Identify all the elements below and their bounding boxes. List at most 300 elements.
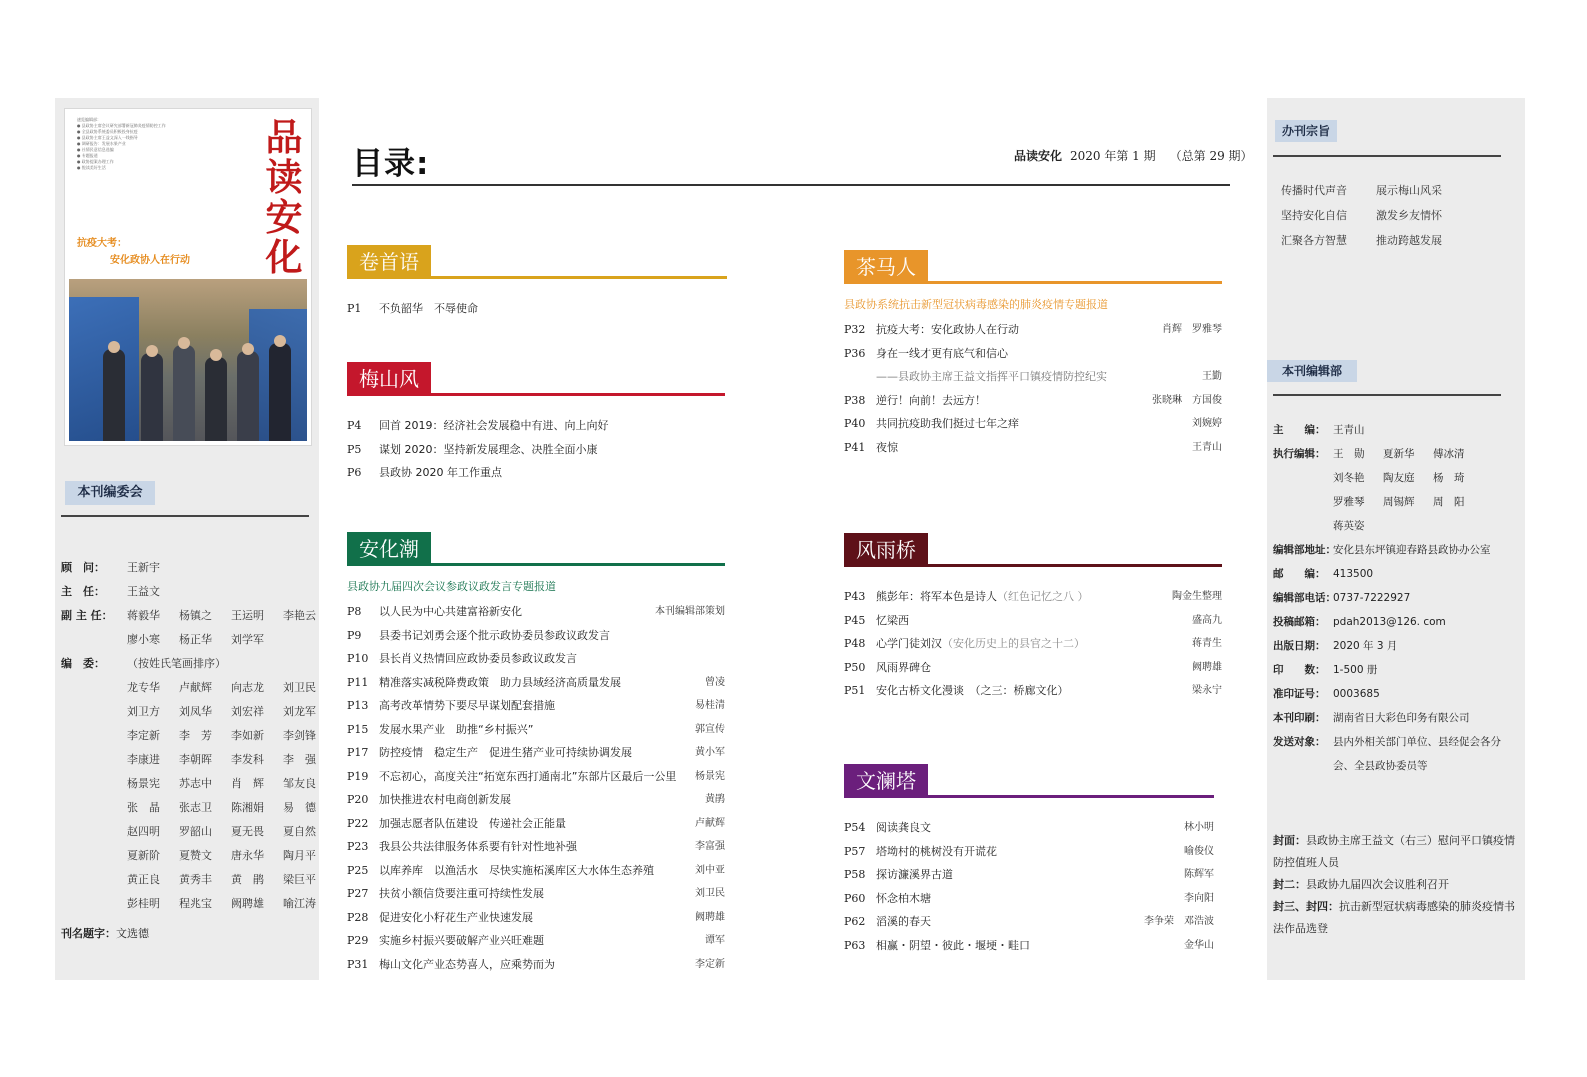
toc-entry-author: 肖辉 罗雅琴	[1162, 324, 1222, 335]
toc-entry-title-text: 梅山文化产业态势喜人，应乘势而为	[379, 957, 555, 971]
editorial-row	[61, 652, 313, 676]
toc-entry-title	[876, 342, 1008, 366]
toc-entry	[347, 835, 725, 859]
toc-page-number: P57	[844, 844, 866, 858]
cover-caption-text: 抗击新型冠状病毒感染的肺炎疫情书法作品选登	[1273, 900, 1515, 935]
person-figure	[237, 351, 259, 441]
staff-value-item: 0737-7222927	[1333, 592, 1411, 604]
cover-title-char: 读	[265, 155, 303, 199]
toc-entry	[347, 694, 725, 718]
toc-entry	[844, 632, 1222, 656]
editorial-name: 张 晶	[127, 801, 160, 814]
toc-entry-title	[876, 656, 931, 680]
cover-caption-label: 封面：	[1273, 834, 1306, 847]
editorial-name: 李艳云	[283, 609, 316, 622]
section-juanshou	[347, 245, 727, 321]
staff-value-item: 陶友庭	[1383, 472, 1415, 484]
editorial-names	[127, 796, 335, 820]
cover-list-item: ● 社情民意信息选编	[77, 147, 114, 152]
mission-statement	[1281, 178, 1471, 253]
toc-entry-title-text: 相赢・阴望・彼此・堰埂・畦口	[876, 938, 1030, 952]
toc-page-number: P29	[347, 934, 369, 947]
toc-entry-title-text: 县政协 2020 年工作重点	[379, 466, 502, 479]
editorial-row	[61, 580, 313, 604]
staff-value	[1333, 634, 1523, 658]
staff-value	[1333, 658, 1523, 682]
toc-entry-author: 王青山	[1192, 441, 1222, 453]
toc-entry-author: 李富强	[695, 841, 725, 852]
section-header	[347, 245, 727, 279]
toc-entry	[347, 438, 727, 462]
section-meishan	[347, 362, 727, 485]
toc-entry-author: 黄鹃	[705, 794, 725, 805]
staff-value	[1333, 418, 1523, 442]
toc-entry-title-text: 怀念柏木塘	[876, 891, 931, 905]
toc-page-number: P15	[347, 722, 369, 736]
toc-page-number: P9	[347, 628, 362, 642]
cover-list-item: ● 全县政协系统委员积极投身抗疫	[77, 129, 138, 134]
toc-entry-title-text: 以库养库 以渔活水 尽快实施柘溪库区大水体生态养殖	[379, 863, 654, 877]
editorial-name: 黄秀丰	[179, 873, 212, 886]
editorial-name: （按姓氏笔画排序）	[127, 657, 226, 670]
toc-entry-title-text: 高考改革情势下要尽早谋划配套措施	[379, 699, 555, 712]
toc-entry-title-text: 抗疫大考：安化政协人在行动	[876, 323, 1019, 336]
toc-entry-title-text: 忆梁西	[876, 613, 909, 627]
editorial-dept-list	[1273, 418, 1523, 778]
editorial-row	[61, 748, 316, 772]
editorial-name: 卢献辉	[179, 681, 212, 694]
editorial-role: 顾 问：	[61, 561, 105, 574]
editorial-name: 罗韶山	[179, 825, 212, 838]
divider	[61, 515, 309, 517]
masthead	[1014, 147, 1253, 164]
staff-row	[1273, 610, 1523, 634]
toc-entry-author: 梁永宁	[1192, 685, 1222, 696]
person-figure	[269, 343, 291, 441]
toc-entry-author: 王勤	[1202, 371, 1222, 382]
toc-entry-series: （红色记忆之八 ）	[997, 590, 1089, 603]
editorial-names	[127, 676, 335, 700]
toc-entry	[347, 882, 725, 906]
toc-entry-title	[876, 910, 931, 934]
toc-entry-title	[379, 600, 522, 624]
staff-row	[1273, 706, 1523, 730]
mission-phrase: 推动跨越发展	[1376, 234, 1442, 247]
toc-entry-title-text: 逆行！向前！去远方！	[876, 393, 986, 407]
editorial-name: 刘卫民	[283, 681, 316, 694]
toc-page-number: P22	[347, 816, 369, 830]
editorial-name: 苏志中	[179, 777, 212, 790]
toc-page-number: P11	[347, 675, 369, 689]
editorial-role: 编 委：	[61, 657, 105, 670]
editorial-name: 刘宏祥	[231, 705, 264, 718]
toc-entry	[844, 863, 1214, 887]
toc-list	[347, 600, 725, 976]
toc-page-number: P27	[347, 887, 369, 900]
divider	[1273, 394, 1501, 396]
editorial-names	[127, 724, 335, 748]
section-label: 茶马人	[844, 250, 928, 284]
editorial-name: 杨景宪	[127, 777, 160, 790]
mission-phrase: 坚持安化自信	[1281, 209, 1347, 222]
toc-entry-title-text: 实施乡村振兴要破解产业兴旺难题	[379, 934, 544, 947]
mission-row	[1281, 228, 1471, 253]
toc-entry-title-text: 以人民为中心共建富裕新安化	[379, 605, 522, 618]
section-fengyu	[844, 533, 1222, 703]
editorial-name: 李如新	[231, 729, 264, 742]
toc-list	[844, 318, 1222, 459]
editorial-name: 唐永华	[231, 849, 264, 862]
editorial-name: 刘卫方	[127, 705, 160, 718]
toc-entry	[347, 906, 725, 930]
page-title: 目录:	[352, 146, 430, 182]
toc-entry-author: 郭宣传	[695, 723, 725, 735]
toc-entry-author: 张晓琳 方国俊	[1152, 394, 1222, 406]
toc-entry	[347, 953, 725, 977]
toc-entry-author: 蒋青生	[1192, 638, 1222, 649]
toc-page-number: P1	[347, 302, 362, 315]
toc-entry	[347, 647, 725, 671]
toc-entry	[844, 609, 1222, 633]
section-label: 风雨桥	[844, 533, 928, 567]
toc-entry-author: 杨景宪	[695, 770, 725, 782]
person-head	[274, 335, 286, 347]
staff-label: 本刊印刷：	[1273, 712, 1326, 724]
cover-photo	[69, 279, 307, 441]
toc-entry-title-text: 县委书记刘勇会逐个批示政协委员参政议政发言	[379, 628, 610, 642]
toc-entry-title	[379, 906, 533, 930]
editorial-name: 夏新阶	[127, 849, 160, 862]
staff-label: 发送对象：	[1273, 736, 1326, 748]
toc-entry	[844, 934, 1214, 958]
toc-entry-title	[379, 438, 598, 462]
section-subtitle: 县政协系统抗击新型冠状病毒感染的肺炎疫情专题报道	[844, 298, 1108, 311]
toc-entry-title	[379, 718, 533, 742]
toc-entry	[347, 297, 727, 321]
cover-subtitle-2: 安化政协人在行动	[110, 255, 190, 266]
staff-value	[1333, 706, 1523, 730]
toc-entry	[347, 461, 727, 485]
editorial-board-tab: 本刊编委会	[65, 481, 155, 505]
toc-entry-author: 陈辉军	[1184, 869, 1214, 880]
staff-value-item: 罗雅琴	[1333, 496, 1365, 508]
toc-entry	[347, 859, 725, 883]
toc-entry-title	[379, 414, 609, 438]
staff-value	[1333, 610, 1523, 634]
section-header	[844, 764, 1214, 798]
editorial-name: 邹友良	[283, 777, 316, 790]
staff-value-item: 1-500 册	[1333, 664, 1378, 676]
editorial-names	[127, 820, 335, 844]
toc-entry-title	[876, 816, 931, 840]
toc-entry	[347, 812, 725, 836]
editorial-name: 刘龙军	[283, 705, 316, 718]
toc-page-number: P36	[844, 346, 866, 360]
toc-entry-author: 本刊编辑部策划	[655, 606, 725, 617]
mission-phrase: 汇聚各方智慧	[1281, 234, 1347, 247]
editorial-board-list	[61, 556, 316, 916]
toc-page-number: P31	[347, 957, 369, 971]
staff-label: 编辑部地址：	[1273, 544, 1336, 556]
toc-page-number: P63	[844, 938, 866, 952]
editorial-names	[127, 556, 160, 580]
toc-entry-author: 阙聘雄	[695, 911, 725, 923]
staff-row	[1273, 418, 1523, 442]
section-anhua	[347, 532, 725, 976]
staff-value	[1333, 562, 1523, 586]
toc-entry-title-text: 心学门徒刘汉	[876, 637, 942, 650]
toc-entry-author: 阙聘雄	[1192, 661, 1222, 673]
editorial-name: 杨镇之	[179, 609, 212, 622]
toc-page-number: P38	[844, 393, 866, 407]
editorial-row	[61, 868, 316, 892]
toc-entry	[844, 656, 1222, 680]
editorial-name: 陶月平	[283, 849, 316, 862]
toc-page-number: P23	[347, 840, 369, 853]
toc-entry-title-text: 发展水果产业 助推“乡村振兴”	[379, 722, 534, 736]
editorial-names	[127, 772, 335, 796]
person-figure	[103, 349, 125, 441]
editorial-name: 李 强	[283, 753, 316, 766]
person-figure	[173, 345, 195, 441]
staff-value	[1333, 442, 1523, 538]
staff-value-item: 杨 琦	[1433, 472, 1465, 484]
staff-value-item: 王 勋	[1333, 448, 1365, 460]
toc-entry-title	[379, 647, 577, 671]
toc-entry-title	[876, 436, 898, 460]
section-header	[844, 250, 1222, 284]
person-head	[210, 349, 222, 361]
editorial-dept-tab: 本刊编辑部	[1267, 360, 1357, 382]
staff-value-item: 湖南省日大彩色印务有限公司	[1333, 712, 1470, 724]
magazine-name: 品读安化	[1014, 149, 1063, 163]
section-header	[347, 362, 727, 396]
editorial-name: 刘学军	[231, 633, 264, 646]
toc-entry-title	[876, 632, 1085, 656]
editorial-name: 李发科	[231, 753, 264, 766]
toc-page-number: P10	[347, 652, 369, 665]
staff-label: 印 数：	[1273, 664, 1326, 676]
toc-entry-title	[876, 840, 997, 864]
toc-entry-title	[379, 297, 478, 321]
toc-entry-title	[379, 788, 511, 812]
mission-row	[1281, 203, 1471, 228]
toc-entry-title	[379, 765, 676, 789]
toc-entry-title	[379, 812, 566, 836]
toc-entry-author: 盛高九	[1192, 614, 1222, 626]
staff-value-item: 王青山	[1333, 424, 1365, 436]
cover-list-item: ● 调研报告：发展水果产业	[77, 141, 126, 146]
staff-value-item: 413500	[1333, 568, 1374, 580]
toc-entry-title	[379, 694, 555, 718]
editorial-name: 李 芳	[179, 729, 212, 742]
toc-entry-subtitle: ——县政协主席王益文指挥平口镇疫情防控纪实	[876, 370, 1107, 383]
editorial-name: 刘凤华	[179, 705, 212, 718]
toc-entry	[347, 929, 725, 953]
editorial-names	[127, 604, 335, 628]
editorial-names	[127, 844, 335, 868]
toc-entry	[347, 741, 725, 765]
toc-entry-title-text: 风雨界碑仓	[876, 660, 931, 674]
toc-page-number: P17	[347, 746, 369, 759]
editorial-names	[127, 868, 335, 892]
toc-entry-title	[876, 412, 1019, 436]
staff-value-item: 刘冬艳	[1333, 472, 1365, 484]
toc-entry-author: 刘中亚	[695, 864, 725, 876]
toc-entry-title	[876, 863, 953, 887]
editorial-name: 李朝晖	[179, 753, 212, 766]
staff-row	[1273, 562, 1523, 586]
cover-title-char: 化	[265, 235, 303, 279]
toc-entry-title-text: 探访濂溪界古道	[876, 868, 953, 881]
cover-caption-label: 封二：	[1273, 878, 1306, 891]
editorial-name: 向志龙	[231, 681, 264, 694]
toc-entry	[844, 679, 1222, 703]
toc-entry	[347, 765, 725, 789]
editorial-name: 黄正良	[127, 873, 160, 886]
toc-entry-author: 李向阳	[1184, 892, 1214, 904]
mission-tab: 办刊宗旨	[1275, 120, 1337, 142]
toc-entry-author: 刘婉婷	[1192, 418, 1222, 429]
editorial-name: 夏赞文	[179, 849, 212, 862]
toc-entry-author: 曾凌	[705, 676, 725, 688]
toc-entry-author: 卢献辉	[695, 817, 725, 829]
staff-label: 主 编：	[1273, 424, 1326, 436]
toc-entry-title	[379, 882, 544, 906]
cover-list-item: ● 政协提案办理工作	[77, 159, 114, 164]
staff-row	[1273, 658, 1523, 682]
editorial-name: 黄 鹃	[231, 873, 264, 886]
toc-entry-title	[379, 835, 577, 859]
editorial-name: 王运明	[231, 609, 264, 622]
inscription-value: 文选德	[116, 927, 149, 940]
mission-phrase: 传播时代声音	[1281, 184, 1347, 197]
editorial-name: 肖 辉	[231, 777, 264, 790]
toc-entry-title	[876, 585, 1089, 609]
toc-page-number: P4	[347, 419, 362, 432]
toc-entry	[347, 788, 725, 812]
section-label: 文澜塔	[844, 764, 928, 798]
toc-list	[347, 414, 727, 485]
toc-page-number: P5	[347, 442, 362, 456]
toc-page-number: P25	[347, 863, 369, 877]
staff-row	[1273, 538, 1523, 562]
total-issue: （总第 29 期）	[1169, 149, 1253, 163]
editorial-row	[61, 796, 316, 820]
toc-entry	[844, 816, 1214, 840]
toc-entry	[844, 910, 1214, 934]
section-label: 卷首语	[347, 245, 431, 279]
toc-entry-author: 黄小军	[695, 747, 725, 758]
cover-list-item: 速览编辑部：	[77, 117, 101, 122]
toc-entry-title-text: 不负韶华 不辱使命	[379, 302, 478, 315]
toc-entry-title-text: 加强志愿者队伍建设 传递社会正能量	[379, 816, 566, 830]
toc-entry-author: 金华山	[1184, 939, 1214, 951]
toc-entry-title	[876, 318, 1019, 342]
editorial-name: 夏自然	[283, 825, 316, 838]
section-chama	[844, 250, 1222, 459]
editorial-name: 夏无畏	[231, 825, 264, 838]
section-subtitle: 县政协九届四次会议参政议政发言专题报道	[347, 580, 556, 593]
cover-caption-label: 封三、封四：	[1273, 900, 1339, 913]
editorial-name: 李剑锋	[283, 729, 316, 742]
cover-title	[261, 117, 307, 277]
toc-entry	[347, 600, 725, 624]
section-label: 梅山风	[347, 362, 431, 396]
toc-page-number: P51	[844, 684, 866, 697]
editorial-name: 龙专华	[127, 681, 160, 694]
staff-row	[1273, 634, 1523, 658]
toc-entry-title	[379, 671, 621, 695]
toc-entry-title-text: 夜惊	[876, 440, 898, 454]
toc-entry-title	[876, 934, 1030, 958]
toc-entry-author: 易桂清	[695, 700, 725, 711]
section-label: 安化潮	[347, 532, 431, 566]
toc-page-number: P13	[347, 699, 369, 712]
staff-row	[1273, 682, 1523, 706]
toc-entry	[844, 412, 1222, 436]
editorial-role: 主 任：	[61, 585, 105, 598]
toc-entry-author: 喻俊仪	[1184, 845, 1214, 857]
toc-entry-author: 陶金生整理	[1172, 591, 1222, 602]
mission-row	[1281, 178, 1471, 203]
toc-entry-title-text: 共同抗疫助我们挺过七年之痒	[876, 417, 1019, 430]
editorial-row	[61, 844, 316, 868]
staff-value-item: 周锡辉	[1383, 496, 1415, 508]
editorial-names	[127, 748, 335, 772]
cover-title-char: 安	[265, 195, 303, 239]
toc-page-number: P32	[844, 323, 866, 336]
staff-value-item: 夏新华	[1383, 448, 1415, 460]
editorial-name: 阙聘雄	[231, 897, 264, 910]
toc-entry-title-text: 防控疫情 稳定生产 促进生猪产业可持续协调发展	[379, 746, 632, 759]
toc-entry	[347, 414, 727, 438]
toc-page-number: P28	[347, 910, 369, 924]
toc-entry	[844, 436, 1222, 460]
cover-list-item: ● 县政协主席会议研究部署新冠肺炎疫情防控工作	[77, 123, 166, 128]
editorial-name: 易 德	[283, 801, 316, 814]
staff-value-item: 县内外相关部门单位、县经促会各分会、全县政协委员等	[1333, 736, 1501, 772]
toc-entry-title	[876, 389, 986, 413]
right-panel	[1267, 98, 1525, 980]
editorial-name: 王新宇	[127, 561, 160, 574]
cover-caption-row	[1273, 830, 1523, 874]
editorial-name: 廖小寒	[127, 633, 160, 646]
editorial-name: 王益文	[127, 585, 160, 598]
toc-entry-title-text: 促进安化小籽花生产业快速发展	[379, 910, 533, 924]
toc-entry	[844, 887, 1214, 911]
editorial-names	[127, 652, 226, 676]
staff-row	[1273, 730, 1523, 778]
toc-entry	[347, 624, 725, 648]
toc-entry-title	[876, 887, 931, 911]
toc-entry-author: 李定新	[695, 958, 725, 970]
person-head	[108, 341, 120, 353]
toc-list	[347, 297, 727, 321]
toc-page-number: P41	[844, 440, 866, 454]
toc-entry-title	[876, 609, 909, 633]
toc-entry-title-text: 加快推进农村电商创新发展	[379, 793, 511, 806]
editorial-names	[127, 628, 283, 652]
divider	[1273, 155, 1501, 157]
toc-page-number: P6	[347, 466, 362, 479]
toc-entry	[844, 840, 1214, 864]
cover-captions	[1273, 830, 1523, 940]
toc-page-number: P54	[844, 821, 866, 834]
editorial-row	[61, 820, 316, 844]
toc-entry-author: 谭军	[705, 935, 725, 946]
toc-entry	[844, 318, 1222, 342]
